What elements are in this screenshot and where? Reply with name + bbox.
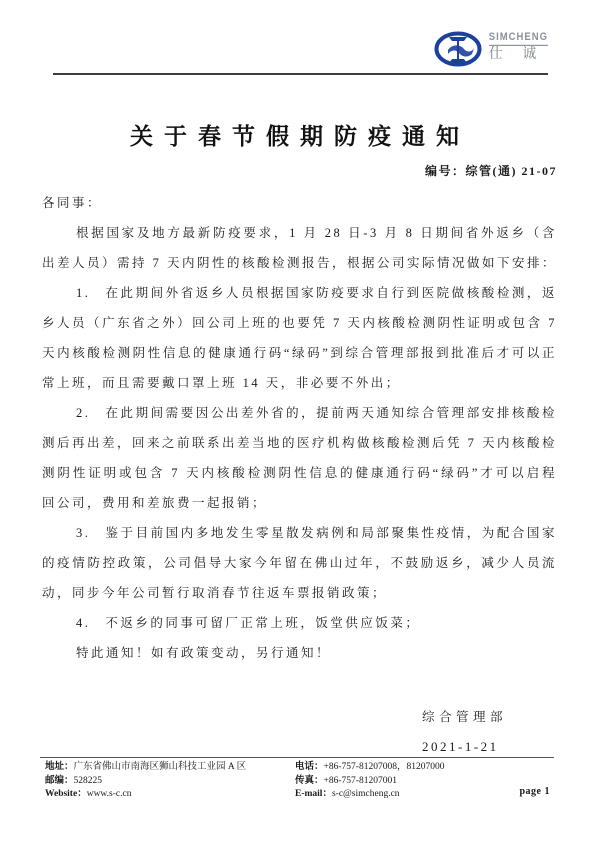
- footer-left-column: [45, 761, 295, 802]
- email-value: s-c@simcheng.cn: [331, 789, 400, 799]
- paragraph-item-3: 3. 鉴于目前国内多地发生零星散发病例和局部聚集性疫情，为配合国家的疫情防控政策，公司倡导大家今年留在佛山过年，不鼓励返乡，减少人员流动，同步今年公司暂行取消春节往返车票报销政策；: [42, 526, 557, 600]
- salutation: 各同事：: [42, 196, 103, 210]
- page-title: 关于春节假期防疫通知: [130, 124, 470, 149]
- website-value: www.s-c.cn: [86, 789, 132, 799]
- postcode-label: 邮编：: [45, 775, 74, 786]
- footer-fax: [295, 775, 555, 789]
- brand-name-cn: 仕 诚: [488, 46, 545, 62]
- paragraph-item-2: 2. 在此期间需要因公出差外省的，提前两天通知综合管理部安排核酸检测后再出差，回来之前联系出差当地的医疗机构做核酸检测后凭 7 天内核酸检测阴性证明或包含 7 天内核酸检测阴性信息的健康通行码“绿码”才可以启程回公司，费用和差旅费一起报销；: [42, 406, 558, 510]
- footer-phone: [295, 761, 555, 775]
- sc-monogram-icon: [434, 30, 482, 70]
- signature-block: [422, 702, 507, 762]
- footer-website: [45, 788, 295, 802]
- document-number: 编号：综管(通) 21-07: [425, 164, 557, 178]
- address-label: 地址：: [45, 762, 74, 772]
- paragraph-closing: 特此通知！如有政策变动，另行通知！: [76, 646, 332, 660]
- footer-email: [295, 788, 555, 802]
- phone-label: 电话：: [295, 762, 324, 772]
- postcode-value: 528225: [73, 775, 103, 786]
- footer: [45, 761, 555, 802]
- address-value: 广东省佛山市南海区狮山科技工业园 A 区: [73, 762, 247, 772]
- paragraph-item-4: 4. 不返乡的同事可留厂正常上班，饭堂供应饭菜；: [76, 616, 421, 630]
- footer-postcode: [45, 775, 295, 789]
- footer-divider: [40, 757, 554, 758]
- phone-value: +86-757-81207008，81207000: [323, 762, 445, 772]
- page-number: page 1: [519, 786, 550, 797]
- footer-right-column: [295, 761, 555, 802]
- brand-name-en: SIMCHENG: [488, 30, 548, 44]
- website-label: Website：: [45, 789, 87, 799]
- fax-label: 传真：: [295, 775, 324, 786]
- paragraph-item-1: 1. 在此期间外省返乡人员根据国家防疫要求自行到医院做核酸检测，返乡人员（广东省之外）回公司上班的也要凭 7 天内核酸检测阴性证明或包含 7 天内核酸检测阴性信息的健康通行码“绿码”到综合管理部报到批准后才可以正常上班，而且需要戴口罩上班 14 天，非必要不外出；: [42, 286, 557, 390]
- logo-text: [489, 30, 548, 62]
- footer-address: [45, 761, 295, 775]
- fax-value: +86-757-81207001: [323, 775, 397, 786]
- header-divider: [53, 73, 548, 75]
- paragraph-intro: 根据国家及地方最新防疫要求，1 月 28 日-3 月 8 日期间省外返乡（含出差人员）需持 7 天内阴性的核酸检测报告，根据公司实际情况做如下安排：: [42, 226, 558, 270]
- company-logo: [434, 30, 548, 70]
- signature-date: 2021-1-21: [421, 739, 499, 754]
- notice-body: [42, 188, 557, 668]
- signature-department: 综合管理部: [421, 710, 507, 724]
- email-label: E-mail：: [295, 789, 332, 799]
